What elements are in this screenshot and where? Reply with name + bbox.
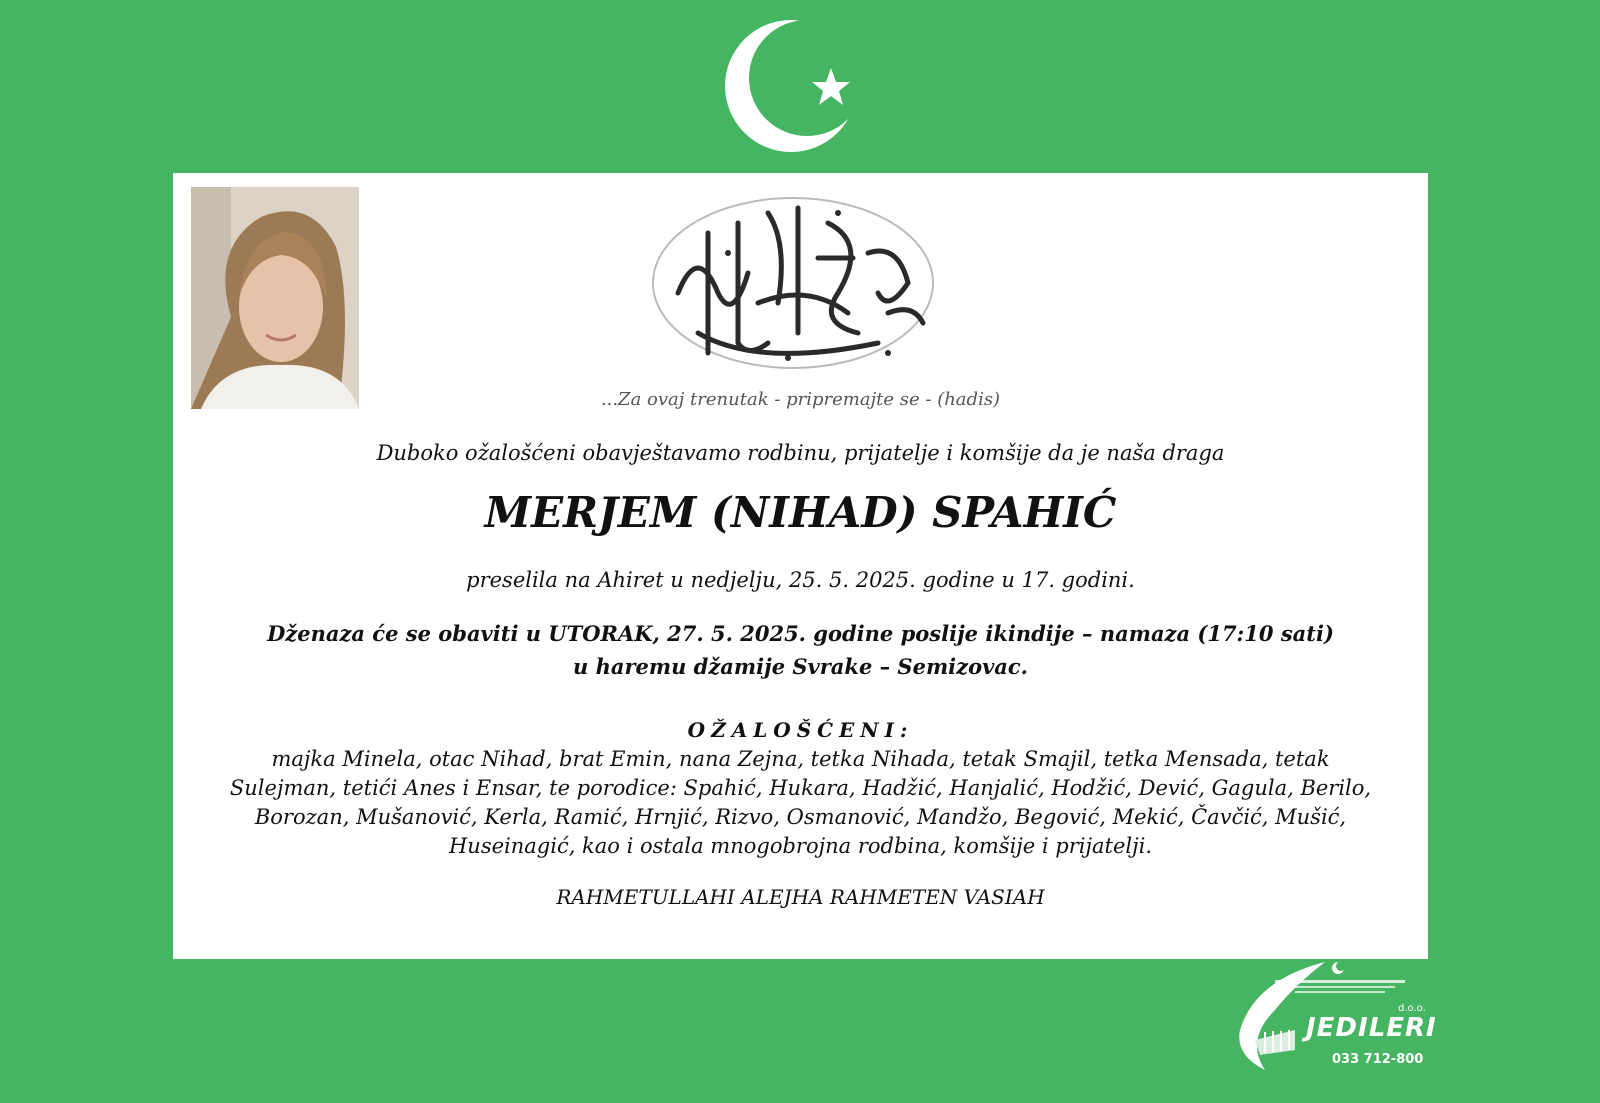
mourners-line: Huseinagić, kao i ostala mnogobrojna rodbina, komšije i prijatelji. — [448, 834, 1153, 858]
logo-phone: 033 712-800 — [1332, 1052, 1424, 1067]
logo-name: JEDILERI — [1306, 1013, 1437, 1043]
crescent-star-icon — [725, 18, 875, 158]
portrait-photo — [191, 187, 359, 409]
obituary-card — [173, 173, 1428, 959]
mourners-line: Borozan, Mušanović, Kerla, Ramić, Hrnjić, Rizvo, Osmanović, Mandžo, Begović, Mekić, Čavčić, Mušić, — [254, 805, 1347, 829]
closing-prayer: RAHMETULLAHI ALEJHA RAHMETEN VASIAH — [556, 885, 1045, 909]
deceased-name: MERJEM (NIHAD) SPAHIĆ — [484, 488, 1117, 537]
mourners-list — [193, 745, 1408, 861]
funeral-info-line: u haremu džamije Svrake – Semizovac. — [573, 654, 1028, 679]
mourners-line: majka Minela, otac Nihad, brat Emin, nana Zejna, tetka Nihada, tetak Smajil, tetka Mensada, tetak — [271, 747, 1330, 771]
passing-date-text: preselila na Ahiret u nedjelju, 25. 5. 2025. godine u 17. godini. — [466, 568, 1135, 592]
mourners-heading: OŽALOŠĆENI: — [687, 718, 914, 742]
funeral-info-line: Dženaza će se obaviti u UTORAK, 27. 5. 2025. godine poslije ikindije – namaza (17:10 sati) — [267, 621, 1334, 646]
mourners-line: Sulejman, tetići Anes i Ensar, te porodice: Spahić, Hukara, Hadžić, Hanjalić, Hodžić, Dević, Gagula, Berilo, — [229, 776, 1372, 800]
hadis-quote: ...Za ovaj trenutak - pripremajte se - (hadis) — [600, 389, 1001, 410]
logo-suffix: d.o.o. — [1398, 1003, 1426, 1014]
intro-text: Duboko ožalošćeni obavještavamo rodbinu, prijatelje i komšije da je naša draga — [376, 441, 1225, 465]
funeral-info — [173, 617, 1428, 683]
arabic-calligraphy — [638, 183, 948, 383]
